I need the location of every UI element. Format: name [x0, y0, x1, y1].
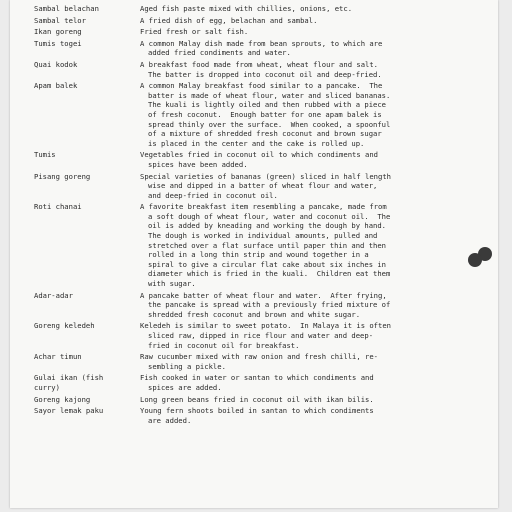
definition-line: The batter is dropped into coconut oil and deep-fried. [148, 69, 382, 79]
definition-line: fried in coconut oil for breakfast. [148, 340, 300, 350]
definition-line: spread thinly over the surface. When cooked, a spoonful [148, 119, 391, 129]
glossary-definition [140, 373, 454, 392]
definition-line: are added. [148, 415, 192, 425]
definition-line: Vegetables fried in coconut oil to which condiments and [140, 150, 378, 160]
definition-line: Raw cucumber mixed with raw onion and fresh chilli, re- [140, 352, 378, 362]
glossary-term: Apam balek [34, 81, 78, 91]
glossary-definition [140, 4, 454, 14]
glossary-term: Pisang goreng [34, 171, 91, 181]
definition-line: Aged fish paste mixed with chillies, onions, etc. [140, 4, 353, 13]
definition-line: spices are added. [148, 382, 222, 392]
glossary-definition [140, 81, 454, 148]
glossary-term: Sambal telor [34, 15, 86, 25]
glossary-entry [34, 373, 454, 392]
definition-line: Fish cooked in water or santan to which condiments and [140, 373, 374, 383]
definition-line: A fried dish of egg, belachan and sambal. [140, 15, 318, 25]
glossary-term: Tumis togei [34, 38, 82, 48]
definition-line: oil is added by kneading and working the dough by hand. [148, 221, 386, 231]
definition-line: A breakfast food made from wheat, wheat flour and salt. [140, 59, 378, 69]
definition-line: with sugar. [148, 279, 196, 289]
definition-line: Keledeh is similar to sweet potato. In Malaya it is often [140, 321, 391, 331]
glossary-entry [34, 172, 454, 201]
glossary-term: Ikan goreng [34, 27, 82, 37]
glossary-definition [140, 172, 454, 201]
definition-line: The kuali is lightly oiled and then rubbed with a piece [148, 100, 386, 110]
definition-line: diameter which is fried in the kuali. Children eat them [148, 269, 391, 279]
binder-hole [468, 253, 482, 267]
glossary-definition [140, 321, 454, 350]
glossary-definition [140, 16, 454, 26]
glossary-definition [140, 60, 454, 79]
definition-line: of fresh coconut. Enough batter for one apam balek is [148, 109, 382, 119]
definition-line: Special varieties of bananas (green) sliced in half length [140, 171, 391, 181]
glossary-entry [34, 150, 454, 169]
glossary-entry [34, 4, 454, 14]
glossary-definition [140, 27, 454, 37]
definition-line: the pancake is spread with a previously fried mixture of [148, 300, 391, 310]
definition-line: Long green beans fried in coconut oil with ikan bilis. [140, 394, 374, 404]
glossary-entry [34, 81, 454, 148]
definition-line: The dough is worked in individual amounts, pulled and [148, 231, 378, 241]
glossary-term: Gulai ikan (fish curry) [34, 373, 104, 392]
definition-line: added fried condiments and water. [148, 48, 291, 58]
glossary-definition [140, 150, 454, 169]
glossary-term: Goreng kajong [34, 394, 91, 404]
definition-line: of a mixture of shredded fresh coconut and brown sugar [148, 129, 382, 139]
definition-line: shredded fresh coconut and brown and white sugar. [148, 309, 361, 319]
definition-line: Young fern shoots boiled in santan to which condiments [140, 406, 374, 416]
glossary-term: Tumis [34, 150, 56, 160]
glossary-term: Adar-adar [34, 290, 73, 300]
definition-line: wise and dipped in a batter of wheat flour and water, [148, 181, 378, 191]
definition-line: is placed in the center and the cake is rolled up. [148, 138, 365, 148]
definition-line: spices have been added. [148, 159, 248, 169]
glossary-entry [34, 60, 454, 79]
definition-line: and deep-fried in coconut oil. [148, 190, 278, 200]
glossary-entry [34, 202, 454, 288]
definition-line: A common Malay dish made from bean sprouts, to which are [140, 38, 383, 48]
glossary-entry [34, 352, 454, 371]
glossary-entry [34, 321, 454, 350]
glossary-definition [140, 39, 454, 58]
definition-line: A pancake batter of wheat flour and water. After frying, [140, 290, 387, 300]
glossary-term: Quai kodok [34, 59, 78, 69]
definition-line: Fried fresh or salt fish. [140, 27, 249, 37]
glossary-term: Achar timun [34, 352, 82, 362]
glossary-definition [140, 291, 454, 320]
definition-line: batter is made of wheat flour, water and sliced bananas. [148, 90, 391, 100]
glossary-term: Roti chanai [34, 202, 82, 212]
glossary-entry [34, 395, 454, 405]
definition-line: stretched over a flat surface until paper thin and then [148, 240, 386, 250]
definition-line: A common Malay breakfast food similar to a pancake. The [140, 81, 383, 91]
glossary-entry [34, 27, 454, 37]
definition-line: rolled in a long thin strip and wound together in a [148, 250, 369, 260]
glossary-entry [34, 406, 454, 425]
glossary-term: Goreng keledeh [34, 321, 95, 331]
glossary-term: Sambal belachan [34, 4, 99, 13]
definition-line: sliced raw, dipped in rice flour and water and deep- [148, 331, 374, 340]
glossary-entry [34, 16, 454, 26]
glossary-definition [140, 395, 454, 405]
glossary-definition [140, 202, 454, 288]
definition-line: sembling a pickle. [148, 361, 226, 371]
glossary-term: Sayor lemak paku [34, 406, 104, 416]
definition-line: spiral to give a circular flat cake about six inches in [148, 259, 386, 269]
glossary-entry [34, 39, 454, 58]
glossary-list [34, 4, 454, 427]
definition-line: A favorite breakfast item resembling a pancake, made from [140, 202, 387, 212]
document-page [10, 0, 498, 508]
glossary-entry [34, 291, 454, 320]
glossary-definition [140, 406, 454, 425]
glossary-definition [140, 352, 454, 371]
definition-line: a soft dough of wheat flour, water and coconut oil. The [148, 211, 391, 221]
